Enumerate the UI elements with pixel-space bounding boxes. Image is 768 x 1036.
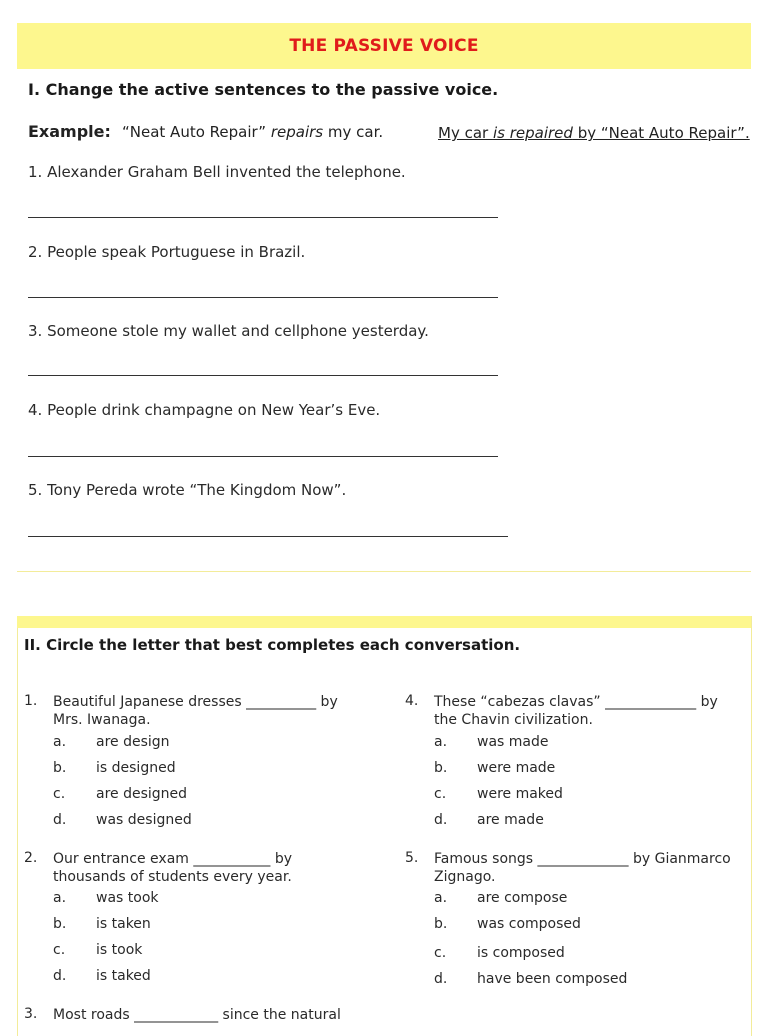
option-text: were made <box>477 760 556 776</box>
option-text: was made <box>477 734 549 750</box>
option-letter: b. <box>53 916 67 932</box>
section-divider <box>17 571 751 572</box>
option-text: was composed <box>477 916 581 932</box>
answer-line-2[interactable] <box>28 297 498 298</box>
option-letter: b. <box>434 916 448 932</box>
option-text: are made <box>477 812 544 828</box>
option-text: is took <box>96 942 143 958</box>
exercise-item-4: 4. People drink champagne on New Year’s Eve. <box>28 401 381 419</box>
option-letter: a. <box>434 890 448 906</box>
part2-box-header <box>17 616 751 628</box>
example-passive-pre: My car <box>438 124 493 142</box>
example-label: Example: <box>28 122 111 141</box>
option-letter: d. <box>434 971 448 987</box>
option-letter: d. <box>53 812 67 828</box>
example-active-verb: repairs <box>270 123 324 141</box>
question-number: 3. <box>24 1006 38 1022</box>
option-text: are designed <box>96 786 188 802</box>
option-text: were maked <box>477 786 563 802</box>
question-number: 2. <box>24 850 38 866</box>
title-banner <box>17 23 751 69</box>
option-text: are compose <box>477 890 568 906</box>
exercise-item-5: 5. Tony Pereda wrote “The Kingdom Now”. <box>28 481 347 499</box>
option-text: was took <box>96 890 159 906</box>
option-text: have been composed <box>477 971 628 987</box>
exercise-item-1: 1. Alexander Graham Bell invented the telephone. <box>28 163 406 181</box>
option-letter: a. <box>434 734 448 750</box>
option-text: is composed <box>477 945 565 961</box>
part1-heading: I. Change the active sentences to the passive voice. <box>28 80 499 99</box>
question-stem: Most roads ____________ since the natural <box>53 1007 341 1023</box>
example-active <box>28 122 383 141</box>
exercise-item-2: 2. People speak Portuguese in Brazil. <box>28 243 306 261</box>
question-stem: Famous songs _____________ by Gianmarco Zignago. <box>434 851 731 885</box>
example-active-post: my car. <box>323 123 384 141</box>
option-letter: c. <box>53 786 66 802</box>
example-passive-verb: is repaired <box>492 124 573 142</box>
option-letter: c. <box>434 945 447 961</box>
question-number: 5. <box>405 850 419 866</box>
answer-line-4[interactable] <box>28 456 498 457</box>
question-stem: Our entrance exam ___________ by thousands of students every year. <box>53 851 292 885</box>
page-title: THE PASSIVE VOICE <box>289 36 479 56</box>
option-letter: c. <box>53 942 66 958</box>
option-letter: b. <box>53 760 67 776</box>
question-stem: Beautiful Japanese dresses __________ by Mrs. Iwanaga. <box>53 694 338 728</box>
example-passive-post: by “Neat Auto Repair”. <box>572 124 750 142</box>
option-text: are design <box>96 734 170 750</box>
example-active-pre: “Neat Auto Repair” <box>122 123 271 141</box>
option-letter: a. <box>53 734 67 750</box>
exercise-item-3: 3. Someone stole my wallet and cellphone yesterday. <box>28 322 429 340</box>
option-letter: d. <box>53 968 67 984</box>
question-stem: These “cabezas clavas” _____________ by the Chavin civilization. <box>434 694 718 728</box>
answer-line-3[interactable] <box>28 375 498 376</box>
part2-heading: II. Circle the letter that best completes each conversation. <box>24 636 521 654</box>
question-number: 4. <box>405 693 419 709</box>
question-number: 1. <box>24 693 38 709</box>
option-letter: c. <box>434 786 447 802</box>
answer-line-5[interactable] <box>28 536 508 537</box>
example-passive <box>438 124 750 142</box>
option-text: is taked <box>96 968 151 984</box>
option-letter: b. <box>434 760 448 776</box>
option-text: is taken <box>96 916 151 932</box>
option-text: was designed <box>96 812 192 828</box>
option-letter: a. <box>53 890 67 906</box>
option-letter: d. <box>434 812 448 828</box>
option-text: is designed <box>96 760 176 776</box>
answer-line-1[interactable] <box>28 217 498 218</box>
